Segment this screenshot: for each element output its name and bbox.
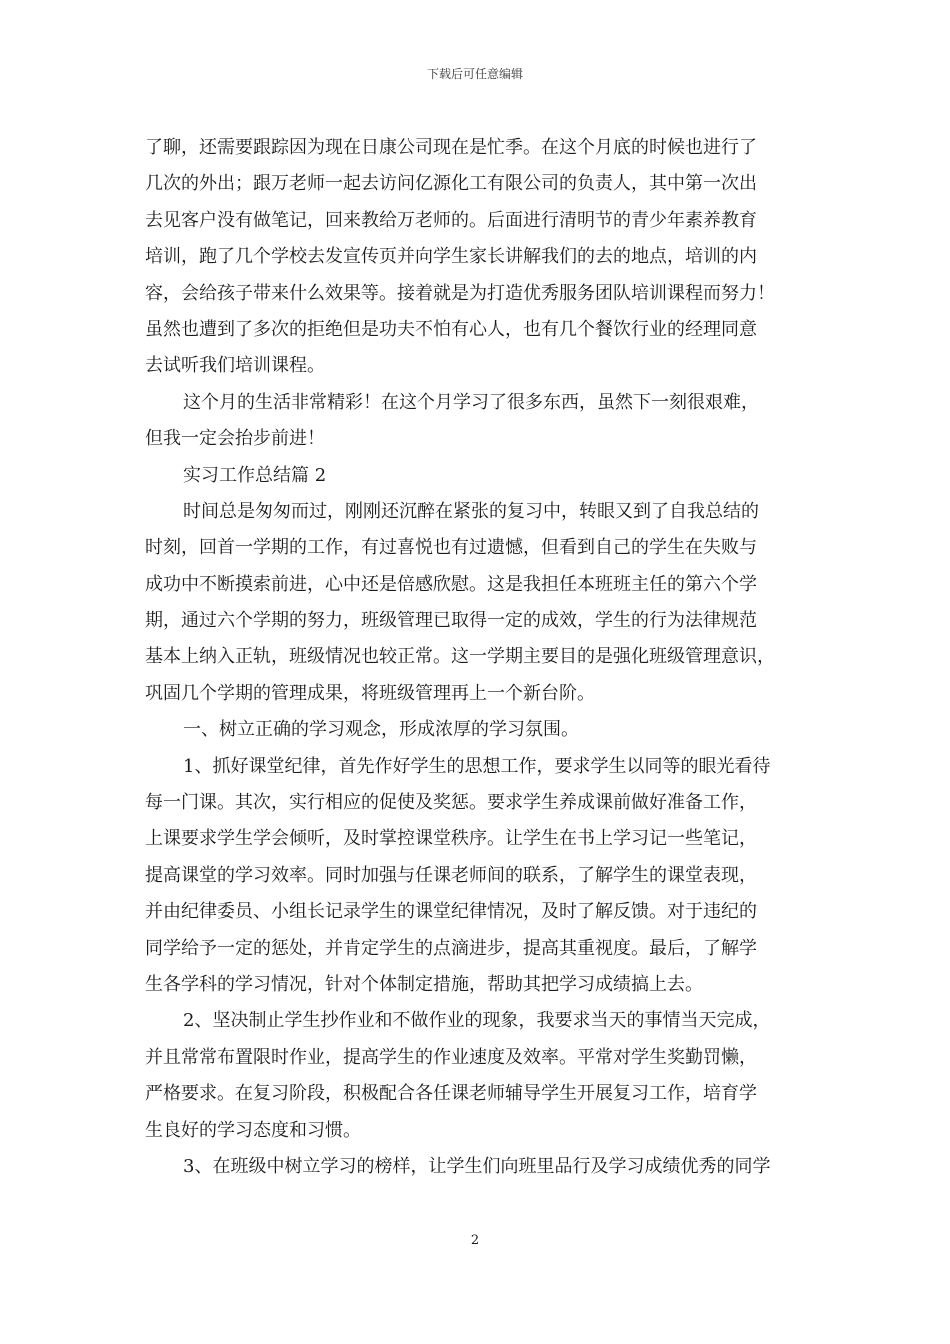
body-line: 巩固几个学期的管理成果，将班级管理再上一个新台阶。 (145, 682, 595, 704)
body-line: 时间总是匆匆而过，刚刚还沉醉在紧张的复习中，转眼又到了自我总结的 (183, 500, 759, 522)
body-line: 去见客户没有做笔记，回来教给万老师的。后面进行清明节的青少年素养教育 (145, 209, 757, 231)
body-line: 并且常常布置限时作业，提高学生的作业速度及效率。平常对学生奖勤罚懒， (145, 1046, 757, 1068)
body-line: 期，通过六个学期的努力，班级管理已取得一定的成效，学生的行为法律规范 (145, 610, 757, 632)
body-line: 但我一定会抬步前进！ (145, 428, 325, 450)
body-line: 虽然也遭到了多次的拒绝但是功夫不怕有心人，也有几个餐饮行业的经理同意 (145, 318, 757, 340)
body-line: 1、抓好课堂纪律，首先作好学生的思想工作，要求学生以同等的眼光看待 (183, 755, 771, 777)
body-line: 了聊，还需要跟踪因为现在日康公司现在是忙季。在这个月底的时候也进行了 (145, 137, 757, 158)
body-line: 严格要求。在复习阶段，积极配合各任课老师辅导学生开展复习工作，培育学 (145, 1083, 757, 1105)
body-line: 几次的外出；跟万老师一起去访问亿源化工有限公司的负责人，其中第一次出 (145, 173, 757, 195)
subsection-heading: 一、树立正确的学习观念，形成浓厚的学习氛围。 (183, 719, 579, 741)
body-line: 容，会给孩子带来什么效果等。接着就是为打造优秀服务团队培训课程而努力！ (145, 282, 775, 304)
body-line: 上课要求学生学会倾听，及时掌控课堂秩序。让学生在书上学习记一些笔记， (145, 828, 757, 850)
body-line: 并由纪律委员、小组长记录学生的课堂纪律情况，及时了解反馈。对于违纪的 (145, 901, 757, 923)
body-line: 提高课堂的学习效率。同时加强与任课老师间的联系，了解学生的课堂表现， (145, 864, 757, 886)
body-line: 时刻，回首一学期的工作，有过喜悦也有过遗憾，但看到自己的学生在失败与 (145, 537, 757, 559)
body-line: 同学给予一定的惩处，并肯定学生的点滴进步，提高其重视度。最后，了解学 (145, 937, 757, 959)
document-body (145, 130, 807, 1185)
page-header: 下载后可任意编辑 (426, 67, 523, 81)
body-line: 3、在班级中树立学习的榜样，让学生们向班里品行及学习成绩优秀的同学 (183, 1155, 771, 1177)
body-line: 2、坚决制止学生抄作业和不做作业的现象，我要求当天的事情当天完成， (183, 1010, 771, 1032)
body-line: 去试听我们培训课程。 (145, 355, 325, 377)
body-line: 生各学科的学习情况，针对个体制定措施，帮助其把学习成绩搞上去。 (145, 973, 703, 995)
body-line: 培训，跑了几个学校去发宣传页并向学生家长讲解我们的去的地点，培训的内 (145, 246, 757, 268)
body-line: 这个月的生活非常精彩！在这个月学习了很多东西，虽然下一刻很艰难， (183, 391, 759, 413)
body-line: 成功中不断摸索前进，心中还是倍感欣慰。这是我担任本班班主任的第六个学 (145, 573, 757, 595)
body-line: 生良好的学习态度和习惯。 (145, 1119, 361, 1141)
body-line: 基本上纳入正轨，班级情况也较正常。这一学期主要目的是强化班级管理意识， (145, 646, 775, 668)
body-line: 每一门课。其次，实行相应的促使及奖惩。要求学生养成课前做好准备工作， (145, 792, 757, 814)
section-heading: 实习工作总结篇 2 (183, 464, 327, 486)
page-number: 2 (470, 1233, 480, 1248)
